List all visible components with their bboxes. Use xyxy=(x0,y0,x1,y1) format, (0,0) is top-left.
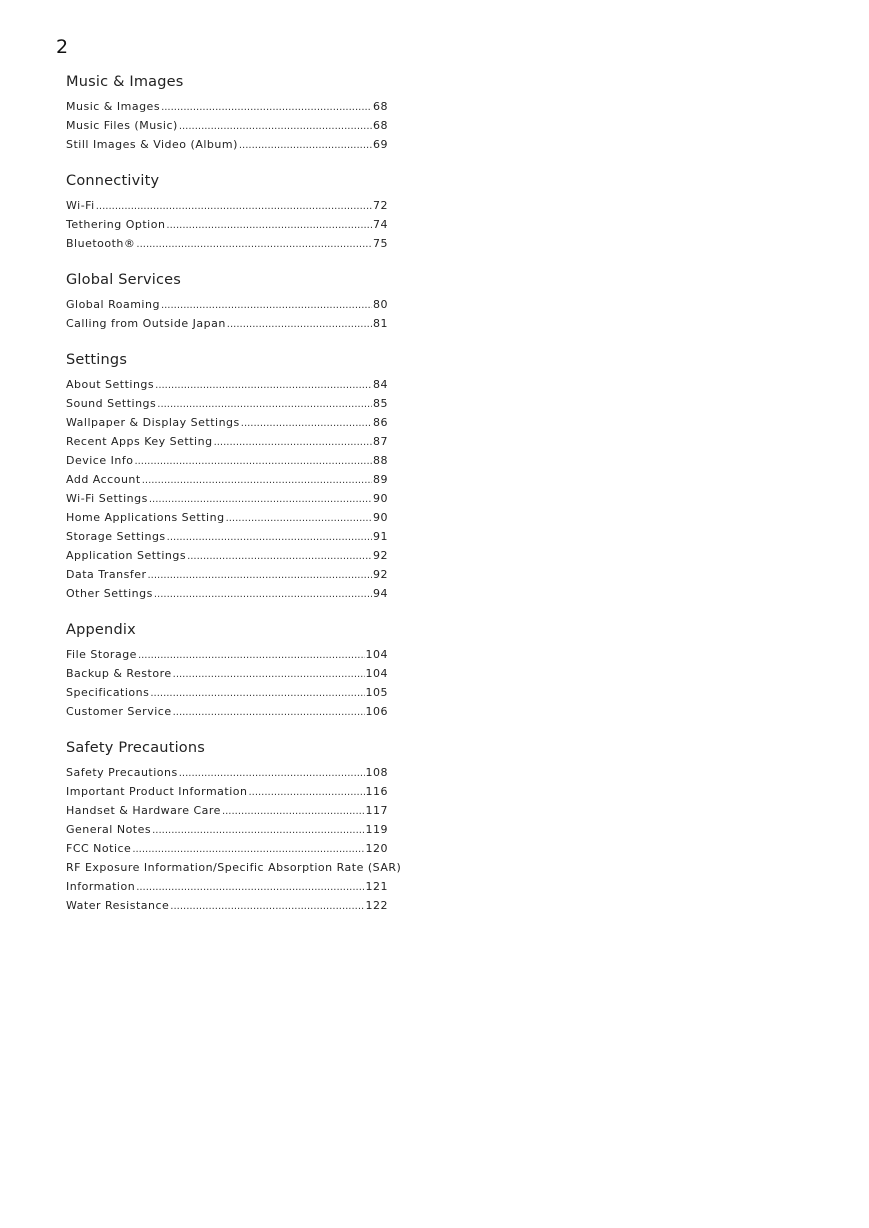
dot-leader xyxy=(148,566,373,585)
entry-page: 72 xyxy=(373,199,388,212)
entry-page: 122 xyxy=(365,899,388,912)
section-title: Global Services xyxy=(66,272,182,288)
toc-entry[interactable] xyxy=(66,451,388,470)
entry-label: Wi-Fi Settings xyxy=(66,492,148,505)
section-title: Safety Precautions xyxy=(66,740,206,756)
entry-label: Wallpaper & Display Settings xyxy=(66,416,240,429)
entry-label: Sound Settings xyxy=(66,397,157,410)
entry-page: 120 xyxy=(365,842,388,855)
entry-page: 90 xyxy=(373,492,388,505)
toc-entry[interactable] xyxy=(66,215,388,234)
entry-label: About Settings xyxy=(66,378,155,391)
entry-label: File Storage xyxy=(66,648,137,661)
dot-leader xyxy=(161,296,372,315)
toc-entry[interactable] xyxy=(66,97,388,116)
dot-leader xyxy=(173,665,365,684)
entry-label: Calling from Outside Japan xyxy=(66,317,226,330)
dot-leader xyxy=(150,684,364,703)
section-title: Settings xyxy=(66,352,128,368)
toc-entry[interactable] xyxy=(66,135,388,154)
entry-label: Music & Images xyxy=(66,100,161,113)
toc-entry[interactable] xyxy=(66,375,388,394)
entry-label: Application Settings xyxy=(66,549,187,562)
entry-label: Device Info xyxy=(66,454,134,467)
entry-page: 105 xyxy=(365,686,388,699)
dot-leader xyxy=(157,395,372,414)
entry-page: 121 xyxy=(365,880,388,893)
entry-label: Handset & Hardware Care xyxy=(66,804,221,817)
entry-page: 75 xyxy=(373,237,388,250)
dot-leader xyxy=(134,452,372,471)
table-of-contents xyxy=(66,72,402,932)
dot-leader xyxy=(96,197,372,216)
dot-leader xyxy=(179,764,365,783)
toc-entry[interactable] xyxy=(66,801,388,820)
toc-section-music-images xyxy=(66,72,388,154)
toc-entry[interactable] xyxy=(66,683,388,702)
entry-page: 85 xyxy=(373,397,388,410)
entry-page: 92 xyxy=(373,549,388,562)
toc-entry[interactable] xyxy=(66,782,388,801)
toc-entry[interactable] xyxy=(66,820,388,839)
dot-leader xyxy=(136,878,364,897)
entry-label: Backup & Restore xyxy=(66,667,172,680)
dot-leader xyxy=(227,315,372,334)
dot-leader xyxy=(173,703,365,722)
entry-page: 104 xyxy=(365,648,388,661)
entry-label: Recent Apps Key Setting xyxy=(66,435,213,448)
entry-page: 91 xyxy=(373,530,388,543)
entry-label: Specifications xyxy=(66,686,150,699)
entry-label: RF Exposure Information/Specific Absorption Rate (SAR) xyxy=(66,861,402,874)
entry-page: 108 xyxy=(365,766,388,779)
entry-page: 90 xyxy=(373,511,388,524)
entry-page: 86 xyxy=(373,416,388,429)
dot-leader xyxy=(167,528,372,547)
toc-entry-sar-first-line[interactable] xyxy=(66,858,402,877)
dot-leader xyxy=(248,783,364,802)
dot-leader xyxy=(152,821,364,840)
entry-page: 81 xyxy=(373,317,388,330)
dot-leader xyxy=(222,802,365,821)
toc-entry[interactable] xyxy=(66,295,388,314)
entry-label: Add Account xyxy=(66,473,141,486)
entry-page: 92 xyxy=(373,568,388,581)
toc-entry[interactable] xyxy=(66,432,388,451)
section-title: Appendix xyxy=(66,622,136,638)
entry-page: 94 xyxy=(373,587,388,600)
toc-entry[interactable] xyxy=(66,413,388,432)
toc-section-appendix xyxy=(66,620,388,721)
entry-page: 87 xyxy=(373,435,388,448)
section-title: Music & Images xyxy=(66,74,184,90)
entry-page: 104 xyxy=(365,667,388,680)
toc-entry[interactable] xyxy=(66,763,388,782)
toc-entry[interactable] xyxy=(66,896,388,915)
entry-page: 106 xyxy=(365,705,388,718)
entry-page: 88 xyxy=(373,454,388,467)
toc-entry[interactable] xyxy=(66,508,388,527)
entry-label: Global Roaming xyxy=(66,298,160,311)
dot-leader xyxy=(187,547,372,566)
dot-leader xyxy=(161,98,372,117)
entry-page: 119 xyxy=(365,823,388,836)
entry-label: Important Product Information xyxy=(66,785,248,798)
toc-entry[interactable] xyxy=(66,664,388,683)
section-title: Connectivity xyxy=(66,173,160,189)
dot-leader xyxy=(226,509,372,528)
toc-entry[interactable] xyxy=(66,546,388,565)
entry-page: 69 xyxy=(373,138,388,151)
entry-label: Music Files (Music) xyxy=(66,119,178,132)
entry-label: Data Transfer xyxy=(66,568,147,581)
toc-section-connectivity xyxy=(66,171,388,253)
entry-label: FCC Notice xyxy=(66,842,132,855)
toc-entry[interactable] xyxy=(66,527,388,546)
toc-entry[interactable] xyxy=(66,489,388,508)
toc-entry[interactable] xyxy=(66,116,388,135)
toc-entry[interactable] xyxy=(66,565,388,584)
entry-page: 68 xyxy=(373,100,388,113)
dot-leader xyxy=(166,216,372,235)
dot-leader xyxy=(214,433,372,452)
toc-section-global-services xyxy=(66,270,388,333)
toc-entry[interactable] xyxy=(66,314,388,333)
entry-label: Wi-Fi xyxy=(66,199,95,212)
entry-page: 68 xyxy=(373,119,388,132)
dot-leader xyxy=(132,840,364,859)
entry-label: Customer Service xyxy=(66,705,172,718)
entry-label: Bluetooth® xyxy=(66,237,136,250)
toc-section-settings xyxy=(66,350,388,603)
page-number: 2 xyxy=(56,36,69,58)
entry-label: Tethering Option xyxy=(66,218,166,231)
entry-page: 117 xyxy=(365,804,388,817)
entry-page: 116 xyxy=(365,785,388,798)
dot-leader xyxy=(155,376,372,395)
toc-entry[interactable] xyxy=(66,584,388,603)
entry-page: 74 xyxy=(373,218,388,231)
entry-label: Storage Settings xyxy=(66,530,166,543)
entry-label: Water Resistance xyxy=(66,899,170,912)
dot-leader xyxy=(142,471,372,490)
dot-leader xyxy=(170,897,364,916)
toc-entry[interactable] xyxy=(66,234,388,253)
toc-entry-sar-second-line[interactable] xyxy=(66,877,388,896)
dot-leader xyxy=(136,235,372,254)
toc-section-safety-precautions xyxy=(66,738,402,915)
entry-page: 84 xyxy=(373,378,388,391)
entry-label: Safety Precautions xyxy=(66,766,178,779)
entry-label: Other Settings xyxy=(66,587,153,600)
dot-leader xyxy=(241,414,372,433)
toc-entry[interactable] xyxy=(66,839,388,858)
dot-leader xyxy=(179,117,372,136)
dot-leader xyxy=(138,646,365,665)
entry-label: Home Applications Setting xyxy=(66,511,225,524)
toc-entry[interactable] xyxy=(66,470,388,489)
entry-label: Information xyxy=(66,880,136,893)
entry-label: General Notes xyxy=(66,823,152,836)
toc-entry[interactable] xyxy=(66,394,388,413)
entry-page: 89 xyxy=(373,473,388,486)
toc-entry[interactable] xyxy=(66,645,388,664)
dot-leader xyxy=(239,136,372,155)
toc-entry[interactable] xyxy=(66,702,388,721)
entry-page: 80 xyxy=(373,298,388,311)
dot-leader xyxy=(154,585,372,604)
dot-leader xyxy=(149,490,372,509)
entry-label: Still Images & Video (Album) xyxy=(66,138,238,151)
toc-entry[interactable] xyxy=(66,196,388,215)
